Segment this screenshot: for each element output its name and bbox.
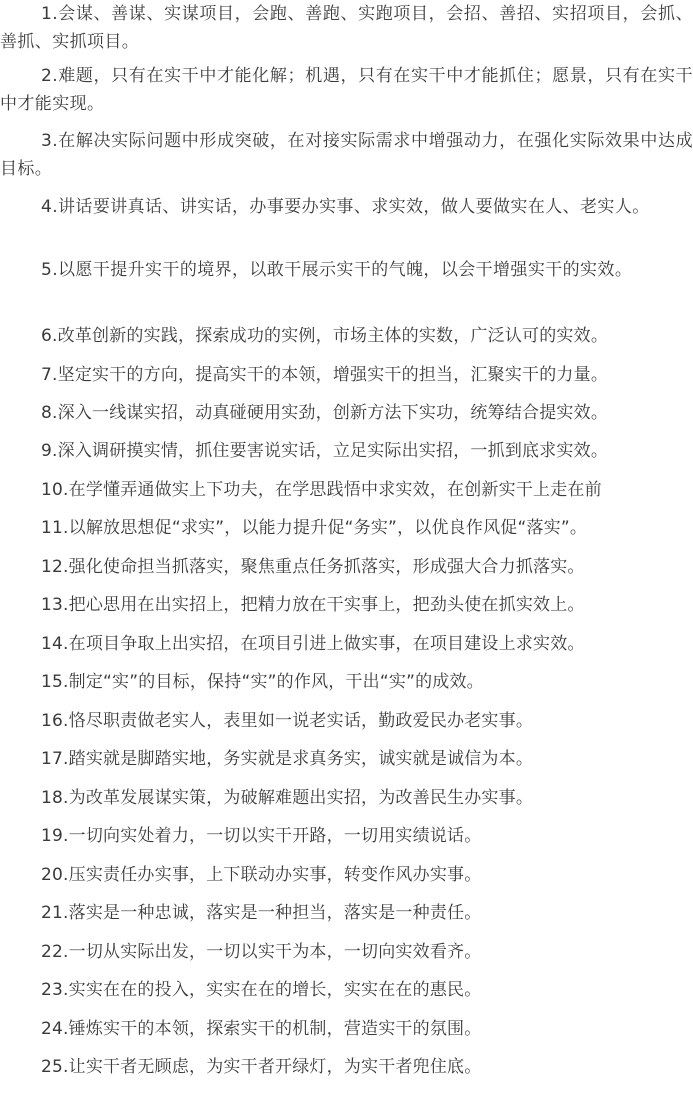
list-item: 7.坚定实干的方向，提高实干的本领，增强实干的担当，汇聚实干的力量。 (41, 365, 609, 385)
list-item: 3.在解决实际问题中形成突破，在对接实际需求中增强动力，在强化实际效果中达成目标。 (0, 131, 693, 179)
list-item: 18.为改革发展谋实策，为破解难题出实招，为改善民生办实事。 (41, 788, 534, 808)
list-item: 1.会谋、善谋、实谋项目，会跑、善跑、实跑项目，会招、善招、实招项目，会抓、善抓、实抓项目。 (0, 4, 693, 52)
list-item: 9.深入调研摸实情，抓住要害说实话，立足实际出实招，一抓到底求实效。 (41, 441, 609, 461)
list-item: 17.踏实就是脚踏实地，务实就是求真务实，诚实就是诚信为本。 (41, 749, 534, 769)
list-item: 20.压实责任办实事，上下联动办实事，转变作风办实事。 (41, 865, 482, 885)
list-item: 14.在项目争取上出实招，在项目引进上做实事，在项目建设上求实效。 (41, 634, 585, 654)
list-item: 13.把心思用在出实招上，把精力放在干实事上，把劲头使在抓实效上。 (41, 595, 585, 615)
list-item: 8.深入一线谋实招，动真碰硬用实劲，创新方法下实功，统筹结合提实效。 (41, 403, 609, 423)
list-item: 6.改革创新的实践，探索成功的实例，市场主体的实数，广泛认可的实效。 (41, 326, 609, 346)
list-item: 23.实实在在的投入，实实在在的增长，实实在在的惠民。 (41, 980, 482, 1000)
list-item: 22.一切从实际出发，一切以实干为本，一切向实效看齐。 (41, 942, 482, 962)
list-item: 21.落实是一种忠诚，落实是一种担当，落实是一种责任。 (41, 903, 482, 923)
list-item: 24.锤炼实干的本领，探索实干的机制，营造实干的氛围。 (41, 1019, 482, 1039)
list-item: 5.以愿干提升实干的境界，以敢干展示实干的气魄，以会干增强实干的实效。 (41, 260, 633, 280)
list-item: 15.制定“实”的目标，保持“实”的作风，干出“实”的成效。 (41, 672, 484, 692)
list-item: 16.恪尽职责做老实人，表里如一说老实话，勤政爱民办老实事。 (41, 711, 534, 731)
list-item: 10.在学懂弄通做实上下功夫，在学思践悟中求实效，在创新实干上走在前 (41, 480, 602, 500)
list-item: 19.一切向实处着力，一切以实干开路，一切用实绩说话。 (41, 826, 482, 846)
list-item: 2.难题，只有在实干中才能化解；机遇，只有在实干中才能抓住；愿景，只有在实干中才能实现。 (0, 66, 693, 114)
list-item: 25.让实干者无顾虑，为实干者开绿灯，为实干者兜住底。 (41, 1057, 482, 1077)
list-item: 11.以解放思想促“求实”，以能力提升促“务实”，以优良作风促“落实”。 (41, 518, 588, 538)
list-item: 12.强化使命担当抓落实，聚焦重点任务抓落实，形成强大合力抓落实。 (41, 557, 585, 577)
list-item: 4.讲话要讲真话、讲实话，办事要办实事、求实效，做人要做实在人、老实人。 (41, 197, 650, 217)
